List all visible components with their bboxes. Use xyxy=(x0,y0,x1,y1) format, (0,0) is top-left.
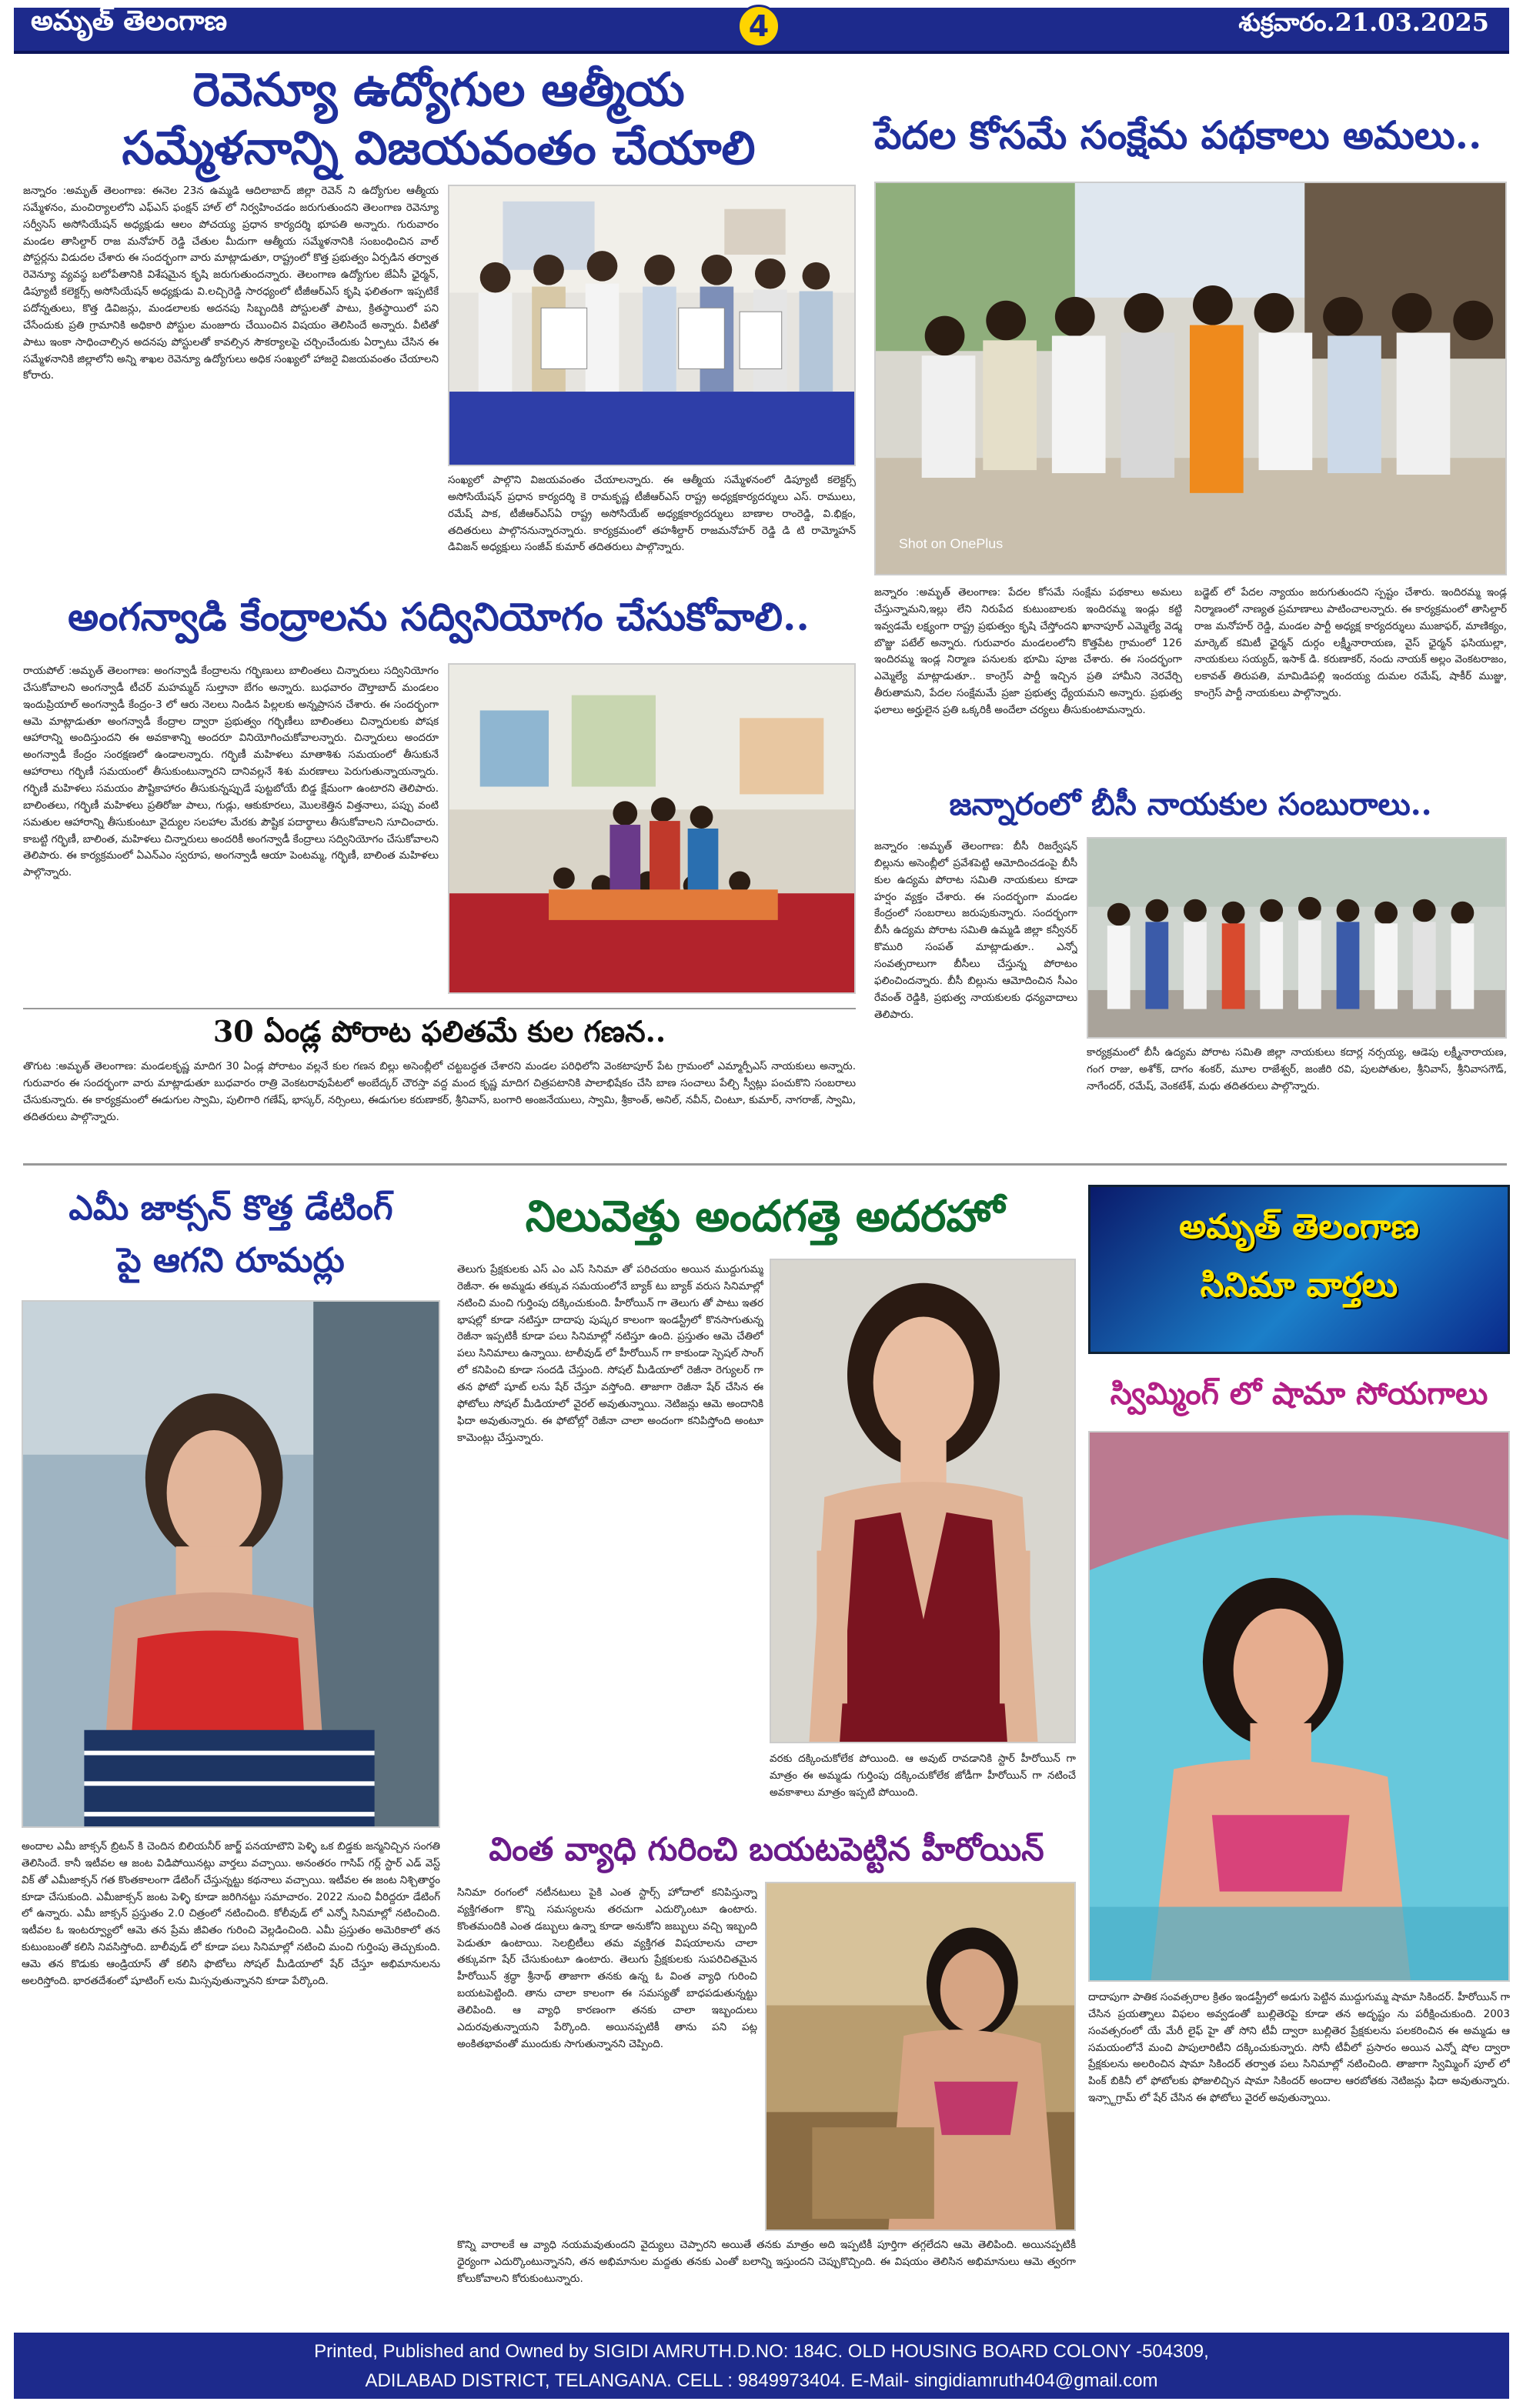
footer-line-1: Printed, Published and Owned by SIGIDI AMRUTH.D.NO: 184C. OLD HOUSING BOARD COLONY -504309, xyxy=(314,2341,1209,2362)
heroine-photo xyxy=(765,1882,1076,2231)
footer xyxy=(14,2333,1509,2399)
revenue-headline-2: సమ్మేళనాన్ని విజయవంతం చేయాలి xyxy=(122,122,756,175)
divider xyxy=(23,1008,856,1009)
amy-body: అందాల ఎమీ జాక్సన్ బ్రిటన్ కి చెందిన బిలియనీర్ జార్జ్ పనయాటౌని పెళ్ళి ఒక బిడ్డకు జన్మనిచ్చిన సంగతి తెలిసిందే. కానీ ఇటీవల ఆ జంట విడిపోయినట్లు వార్తలు వచ్చాయి. అనంతరం గాసిప్ గర్ల్ స్టార్ ఎడ్ వెస్ట్ విక్ తో ఎమీజాక్సన్ గత కొంతకాలంగా డేటింగ్ చేస్తున్నట్టు కథనాలు వచ్చాయి. ఇటీవల ఈ జంట నిశ్చితార్థం కూడా చేసుకుంది. ఎమీజాక్సన్ జంట పెళ్ళి కూడా జరిగినట్టు సమాచారం. 2022 నుంచి వీరిద్దరూ డేటింగ్ లో ఉన్నారు. ఎమీ జాక్సన్ ప్రస్తుతం 2.0 చిత్రంలో నటించింది. కోలీవుడ్ లో ఎన్నో సినిమాల్లో నటించింది. ఇటీవల ఓ ఇంటర్వ్యూలో ఆమె తన ప్రేమ జీవితం గురించి వెల్లడించింది. ఎమీ ప్రస్తుతం అమెరికాలో తన కుటుంబంతో కలిసి నివసిస్తోంది. బాలీవుడ్ లో కూడా పలు సినిమాల్లో నటించి మంచి గుర్తింపు తెచ్చుకుంది. ఆమె తన కొడుకు ఆండ్రియాస్ తో కలిసి ఫొటోలు సోషల్ మీడియాలో షేర్ చేస్తూ అభిమానులను అలరిస్తోంది. భారతదేశంలో షూటింగ్ లను మిస్సవుతున్నానని కూడా పేర్కొంది. xyxy=(22,1840,440,1987)
shama-body: దాదాపుగా పాతిక సంవత్సరాల క్రితం ఇండస్ట్రీలో అడుగు పెట్టిన ముద్దుగుమ్మ షామా సికిందర్. హీరోయిన్ గా చేసిన ప్రయత్నాలు విఫలం అవ్వడంతో బుల్లితెరపై కూడా తన అదృష్టం ను పరీక్షించుకుంది. 2003 సంవత్సరంలో యే మేరీ లైఫ్ హై తో సోని టీవీ ద్వారా బుల్లితెర ప్రేక్షకులను పలకరించిన ఈ అమ్మడు ఆ సమయంలోనే మంచి పాపులారిటీని దక్కించుకున్నారు. సోనీ టీవీలో ప్రసారం అయిన ఎన్నో షోల ద్వారా ప్రేక్షకులను అలరించిన షామా సికిందర్ తర్వాత పలు సినిమాల్లో నటించింది. తాజాగా స్విమ్మింగ్ పూల్ లో పింక్ బికినీ లో ఫోటోలకు ఫోజులిచ్చిన షామా సికిందర్ అందాల ఆరబోతకు నెటిజన్లు ఫిదా అవుతున్నారు. ఇన్స్టాగ్రామ్ లో షేర్ చేసిన ఈ ఫోటోలు వైరల్ అవుతున్నాయి. xyxy=(1088,1991,1510,2105)
kula-ganana-body: తొగుట :అమృత్ తెలంగాణ: మండలకృష్ణ మాదిగ 30 ఏండ్ల పోరాటం వల్లనే కుల గణన బిల్లు అసెంబ్లీలో చట్టబద్ధత చేశారని మండల పరిధిలోని వెంకటాపూర్ పేట గ్రామంలో ఎమ్మార్పీఎస్ నాయకులు అన్నారు. గురువారం ఈ సందర్భంగా వారు మాట్లాడుతూ బుధవారం రాత్రి వెంకటరావుపేటలో అంబేద్కర్ చౌరస్తా వద్ద మంద కృష్ణ మాదిగ చిత్రపటానికి పాలాభిషేకం చేసి బాణ సంచాలు పేల్చి స్వీట్లు పంచుకొని సంబరాలు చేసుకున్నారు. ఈ కార్యక్రమంలో ఈడుగుల స్వామి, పులిగారి గణేష్, భాస్కర్, నర్సింలు, ఈడుగుల కరుణాకర్, శ్రీనివాస్, బంగారి అంజనేయులు, స్వామి, శ్రీకాంత్, అనిల్, నవీన్, చింటూ, కుమార్, నాగరాజ్, స్వామి, తదితరులు పాల్గొన్నారు. xyxy=(23,1060,856,1123)
section-divider xyxy=(23,1163,1507,1166)
pedala-body-left: జన్నారం :అమృత్ తెలంగాణ: పేదల కోసమే సంక్షేమ పథకాలు అమలు చేస్తున్నామని,ఇల్లు లేని నిరుపేద కుటుంబాలకు ఇందిరమ్మ ఇండ్లు కట్టి ఇవ్వడమే లక్ష్యంగా రాష్ట్ర ప్రభుత్వం కృషి చేస్తోందని ఖానాపూర్ ఎమ్మెల్యే వెడ్మ బొజ్జు పటేల్ అన్నారు. గురువారం మండలంలోని కొత్తపేట గ్రామంలో 126 ఇందిరమ్మ ఇండ్ల నిర్మాణ పనులకు భూమి పూజ చేశారు. ఈ సందర్భంగా ఎమ్మెల్యే మాట్లాడుతూ.. కాంగ్రెస్ పార్టీ ఇచ్చిన ప్రతి హామీని నెరవేర్చి తీరుతామని, పేదల సంక్షేమమే ప్రజా ప్రభుత్వ ధ్యేయమని అన్నారు. ప్రభుత్వ ఫలాలు అర్హులైన ప్రతి ఒక్కరికీ అందేలా చర్యలు తీసుకుంటామన్నారు. xyxy=(874,586,1182,717)
pedala-photo xyxy=(874,182,1507,575)
footer-line-2: ADILABAD DISTRICT, TELANGANA. CELL : 9849973404. E-Mail- singidiamruth404@gmail.com xyxy=(365,2370,1158,2391)
revenue-body-right: సంఖ్యలో పాల్గొని విజయవంతం చేయాలన్నారు. ఈ ఆత్మీయ సమ్మేళనంలో డిప్యూటీ కలెక్టర్స్ అసోసియేషన్ ప్రధాన కార్యదర్శి కె రామకృష్ణ టీజీఆర్ఎస్ రాష్ట్ర అధ్యక్షకార్యదర్శులు ఎస్. రాములు, రమేష్ పాక, టీజీఆర్ఎస్ఏ రాష్ట్ర అసోసియేట్ అధ్యక్షకార్యదర్శులు బాణాల రాంరెడ్డి, వి.భిక్షం, తదితరులు పాల్గొననున్నారన్నారు. కార్యక్రమంలో తహశీల్దార్ రాజమనోహర్ రెడ్డి డి టి రామ్మోహన్ డివిజన్ అధ్యక్షులు సంజీవ్ కుమార్ తదితరులు పాల్గొన్నారు. xyxy=(448,474,856,554)
revenue-headline-1: రెవెన్యూ ఉద్యోగుల ఆత్మీయ xyxy=(192,63,685,117)
anganwadi-photo xyxy=(448,663,856,994)
paper-name: అమృత్ తెలంగాణ xyxy=(31,5,228,37)
heroine-body-bottom: కొన్ని వారాలకే ఆ వ్యాధి నయమవుతుందని వైద్యులు చెప్పారని అయితే తనకు మాత్రం అది ఇప్పటికీ పూర్తిగా తగ్గలేదని ఆమె తెలిపింది. అయినప్పటికీ ధైర్యంగా ఎదుర్కొంటున్నానని, తన అభిమానుల మద్దతు తనకు ఎంతో బలాన్ని ఇస్తుందని చెప్పుకొచ్చింది. ఈ విషయం తెలిసిన అభిమానులు ఆమె త్వరగా కోలుకోవాలని కోరుకుంటున్నారు. xyxy=(457,2239,1076,2285)
revenue-photo xyxy=(448,185,856,466)
banner-title: అమృత్ తెలంగాణ xyxy=(1179,1207,1419,1246)
bc-caption: కార్యక్రమంలో బీసీ ఉద్యమ పోరాట సమితి జిల్లా నాయకులు కదార్ల నర్సయ్య, ఆడెపు లక్ష్మీనారాయణ, గంగ రాజు, అశోక్, దాగం శంకర్, మూల రాజేశ్వర్, జంజీరి రవి, పులపోతుల, శ్రీనివాస్, శ్రీనివాసగౌడ్, నాగేందర్, రమేష్, వెంకటేశ్, మధు తదితరులు పాల్గొన్నారు. xyxy=(1087,1046,1507,1092)
banner-subtitle: సినిమా వార్తలు xyxy=(1200,1266,1398,1305)
amy-photo xyxy=(22,1300,440,1828)
amy-headline-2: పై ఆగని రూమర్లు xyxy=(117,1241,345,1280)
kula-ganana-headline: 30 ఏండ్ల పోరాట ఫలితమే కుల గణన.. xyxy=(212,1014,666,1049)
heroine-body-left: సినిమా రంగంలో నటీనటులు పైకి ఎంత స్టార్స్ హోదాలో కనిపిస్తున్నా వ్యక్తిగతంగా కొన్ని సమస్యలను తరచుగా ఎదుర్కొంటూ ఉంటారు. కొంతమందికి ఎంత డబ్బులు ఉన్నా కూడా అనుకోని జబ్బులు వచ్చి ఇబ్బంది పెడుతూ ఉంటాయి. సెలబ్రిటీలు తమ వ్యక్తిగత విషయాలను చాలా తక్కువగా షేర్ చేసుకుంటూ ఉంటారు. తెలుగు ప్రేక్షకులకు సుపరిచితమైన హీరోయిన్ శ్రద్ధా శ్రీనాథ్ తాజాగా తనకు ఉన్న ఓ వింత వ్యాధి గురించి బయటపెట్టింది. తాను చాలా కాలంగా ఈ సమస్యతో బాధపడుతున్నట్టు తెలిపింది. ఆ వ్యాధి కారణంగా తనకు చాలా ఇబ్బందులు ఎదురవుతున్నాయని పేర్కొంది. అయినప్పటికీ తాను పని పట్ల అంకితభావంతో ముందుకు సాగుతున్నానని చెప్పింది. xyxy=(457,1886,757,2050)
issue-date: శుక్రవారం.21.03.2025 xyxy=(1238,8,1489,37)
revenue-body-left: జన్నారం :అమృత్ తెలంగాణ: ఈనెల 23న ఉమ్మడి ఆదిలాబాద్ జిల్లా రెవెన్ ని ఉద్యోగుల ఆత్మీయ సమ్మేళనం, మంచిర్యాలలోని ఎఫ్ఎస్ ఫంక్షన్ హాల్ లో నిర్వహించడం జరుగుతుందని తెలంగాణ రెవెన్యూ సర్వీసెస్ అసోసియేషన్ అధ్యక్షుడు ఆలం పోచయ్య ప్రధాన కార్యదర్శి భూపతి అన్నారు. గురువారం మండల తాసిల్దార్ రాజ మనోహర్ రెడ్డి చేతుల మీదుగా ఆత్మీయ సమ్మేళనానికి సంబంధించిన వాల్ పోస్టర్లను విడుదల చేశారు ఈ సందర్భంగా వారు మాట్లాడుతూ, రాష్ట్రంలో కొత్త ప్రభుత్వం ఏర్పడిన తర్వాత రెవెన్యూ వ్యవస్థ బలోపేతానికి విశేషమైన కృషి జరుగుతుందన్నారు. తెలంగాణ ఉద్యోగుల జేఏసీ ఛైర్మన్, డిప్యూటీ కలెక్టర్స్ అసోసియేషన్ అధ్యక్షుడు వి.లచ్చిరెడ్డి సారధ్యంలో టీజీఆర్ఎస్ కృషి ఫలితంగా ఇప్పటికే పదోన్నతులు, కొత్త డివిజన్లు, మండలాలకు అదనపు సిబ్బందికి పోస్టులతో పాటు, క్రితస్థాయిలో పని చేసేందుకు ప్రతి గ్రామానికి అధికారి పోస్టుల మంజూరు చేయించిన విషయం తెలిసిందే అన్నారు. వీటితో పాటు ఇంకా సాధించాల్సిన అదనపు పోస్టులతో కావల్సిన సౌకర్యాలపై చర్చించేందుకు ఏర్పాటు చేసిన ఈ సమ్మేళనానికి జిల్లాలోని అన్ని శాఖల రెవెన్యూ ఉద్యోగులు అధిక సంఖ్యలో హాజరై విజయవంతం చేయాలని కోరారు. xyxy=(23,185,439,382)
heroine-headline: వింత వ్యాధి గురించి బయటపెట్టిన హీరోయిన్ xyxy=(489,1830,1044,1868)
shama-headline: స్విమ్మింగ్ లో షామా సోయగాలు xyxy=(1110,1376,1488,1412)
regina-body-continued: వరకు దక్కించుకోలేక పోయింది. ఆ అవుట్ రావడానికి స్టార్ హీరోయిన్ గా మాత్రం ఈ అమ్మడు గుర్తింపు దక్కించుకోలేక జోడీగా హీరోయిన్ గా నటించే అవకాశాలు మాత్రం ఇప్పటి పోయింది. xyxy=(770,1753,1076,1799)
photo-watermark: Shot on OnePlus xyxy=(898,535,1004,552)
pedala-body-right: బడ్జెట్ లో పేదల న్యాయం జరుగుతుందని స్పష్టం చేశారు. ఇందిరమ్మ ఇండ్ల నిర్మాణంలో నాణ్యత ప్రమాణాలు పాటించాలన్నారు. ఈ కార్యక్రమంలో తాసిల్దార్ రాజ మనోహర్ రెడ్డి, మండల పార్టీ అధ్యక్ష కార్యదర్శులు ముజాఫర్, మాణిక్యం, మార్కెట్ కమిటీ ఛైర్మన్ దుర్గం లక్ష్మీనారాయణ, వైస్ ఛైర్మన్ ఫసియుల్లా, నాయకులు సయ్యద్, ఇసాక్ డి. కరుణాకర్, నందు నాయక్ అల్లం వెంకటరాజం, లకావత్ తిరుపతి, మామిడిపల్లి ఇందయ్య దుమల రమేష్, షాకీర్ ముజ్జు, కాంగ్రెస్ పార్టీ నాయకులు పాల్గొన్నారు. xyxy=(1194,586,1507,700)
bc-headline: జన్నారంలో బీసీ నాయకుల సంబురాలు.. xyxy=(949,786,1432,822)
amy-headline-1: ఎమీ జాక్సన్ కొత్త డేటింగ్ xyxy=(68,1189,393,1228)
bc-body: జన్నారం :అమృత్ తెలంగాణ: బీసీ రిజర్వేషన్ బిల్లును అసెంబ్లీలో ప్రవేశపెట్టి ఆమోదించడంపై బీసీ కుల ఉద్యమ పోరాట సమితి నాయకులు కూడా హర్షం వ్యక్తం చేశారు. ఈ సందర్భంగా మండల కేంద్రంలో సంబరాలు జరుపుకున్నారు. సందర్భంగా బీసీ ఉద్యమ పోరాట సమితి ఉమ్మడి జిల్లా కన్వీనర్ కొమురి సంపత్ మాట్లాడుతూ.. ఎన్నో సంవత్సరాలుగా బీసీలు చేస్తున్న పోరాటం ఫలించిందన్నారు. బీసీ బిల్లును ఆమోదించిన సీఎం రేవంత్ రెడ్డికి, ప్రభుత్వ నాయకులకు ధన్యవాదాలు తెలిపారు. xyxy=(874,840,1077,1021)
bc-photo xyxy=(1087,837,1507,1039)
regina-body: తెలుగు ప్రేక్షకులకు ఎస్ ఎం ఎస్ సినిమా తో పరిచయం అయిన ముద్దుగుమ్మ రెజీనా. ఈ అమ్మడు తక్కువ సమయంలోనే బ్యాక్ టు బ్యాక్ వరుస సినిమాల్లో నటించి మంచి గుర్తింపు దక్కించుకుంది. హీరోయిన్ గా తెలుగు తో పాటు ఇతర భాషల్లో కూడా నటిస్తూ దాదాపు పుష్కర కాలంగా ఇండస్ట్రీలో కొనసాగుతున్న రెజీనా ఇప్పటికీ కూడా పలు సినిమాల్లో నటిస్తూ ఉంది. ప్రస్తుతం ఆమె చేతిలో పలు సినిమాలు ఉన్నాయి. టాలీవుడ్ లో హీరోయిన్ గా కాకుండా స్పెషల్ సాంగ్ లో కనిపించి కూడా సందడి చేస్తుంది. సోషల్ మీడియాలో రెజీనా రెగ్యులర్ గా తన ఫోటో షూట్ లను షేర్ చేస్తూ వస్తోంది. తాజాగా రెజీనా షేర్ చేసిన ఈ ఫోటోలు సోషల్ మీడియాలో వైరల్ అవుతున్నాయి. నెటిజన్లు ఆమె అందానికి ఫిదా అవుతున్నారు. ఈ ఫోటోల్లో రెజీనా చాలా అందంగా కనిపిస్తోంది అంటూ కామెంట్లు చేస్తున్నారు. xyxy=(457,1263,763,1444)
anganwadi-body: రాయపోల్ :అమృత్ తెలంగాణ: అంగన్వాడీ కేంద్రాలను గర్భిణులు బాలింతలు చిన్నారులు సద్వినియోగం చేసుకోవాలని అంగన్వాడీ టీచర్ మహమ్మద్ సుల్తానా బేగం అన్నారు. బుధవారం దౌల్తాబాద్ మండలం ఇందుప్రియాల్ అంగన్వాడీ కేంద్రం-3 లో ఆరు నెలలు నిండిన పిల్లలకు అన్నప్రాసన చేశారు. ఈ సందర్భంగా ఆమె మాట్లాడుతూ అంగన్వాడీ కేంద్రాల ద్వారా ప్రభుత్వం గర్భిణీలు బాలింతలు చిన్నారులకు పోషక ఆహారాన్ని అందిస్తుందని ఈ అవకాశాన్ని అందరూ వినియోగించుకోవాలన్నారు. చిన్నారులు అందరూ అంగన్వాడీ కేంద్రం సంరక్షణలో ఉండాలన్నారు. గర్భిణీ మహిళలు మాతాశిశు సమయంలో తీసుకునే ఆహారాలు గర్భిణీ సమయంలో తీసుకుంటున్నారని దానివల్లనే శిశు మరణాలు పెరుగుతున్నాయన్నారు. గర్భిణీ మహిళలు సమయం పౌష్టికాహారం తీసుకున్నప్పుడే పుట్టబోయే బిడ్డ క్షేమంగా ఉంటారని తెలిపారు. బాలింతలు, గర్భిణీ మహిళలు ప్రతిరోజు పాలు, గుడ్లు, ఆకుకూరలు, మొలకెత్తిన విత్తనాలు, పప్పు వంటి సమతుల ఆహారాన్ని తీసుకుంటూ వైద్యుల సలహాల మేరకు పౌష్టిక పదార్థాలు తీసుకోవాలని సూచించారు. కాబట్టి గర్భిణీ, బాలింత, మహిళలు చిన్నారులు అందరికీ అంగన్వాడీ కేంద్రాలు సద్వినియోగం చేసుకోవాలని తెలిపారు. ఈ కార్యక్రమంలో ఏఎన్ఎం స్వరూప, అంగన్వాడీ ఆయా పెంటమ్మ, గర్భిణీ, బాలింత మహిళలు పాల్గొన్నారు. xyxy=(23,665,439,879)
regina-photo xyxy=(770,1259,1076,1743)
anganwadi-headline: అంగన్వాడి కేంద్రాలను సద్వినియోగం చేసుకోవాలి.. xyxy=(68,594,810,639)
page-number-badge: 4 xyxy=(737,5,780,48)
pedala-headline: పేదల కోసమే సంక్షేమ పథకాలు అమలు.. xyxy=(874,112,1482,158)
shama-photo xyxy=(1088,1431,1510,1982)
cinema-news-banner xyxy=(1088,1185,1510,1354)
regina-headline: నిలువెత్తు అందగత్తె అదరహో xyxy=(525,1191,1005,1242)
